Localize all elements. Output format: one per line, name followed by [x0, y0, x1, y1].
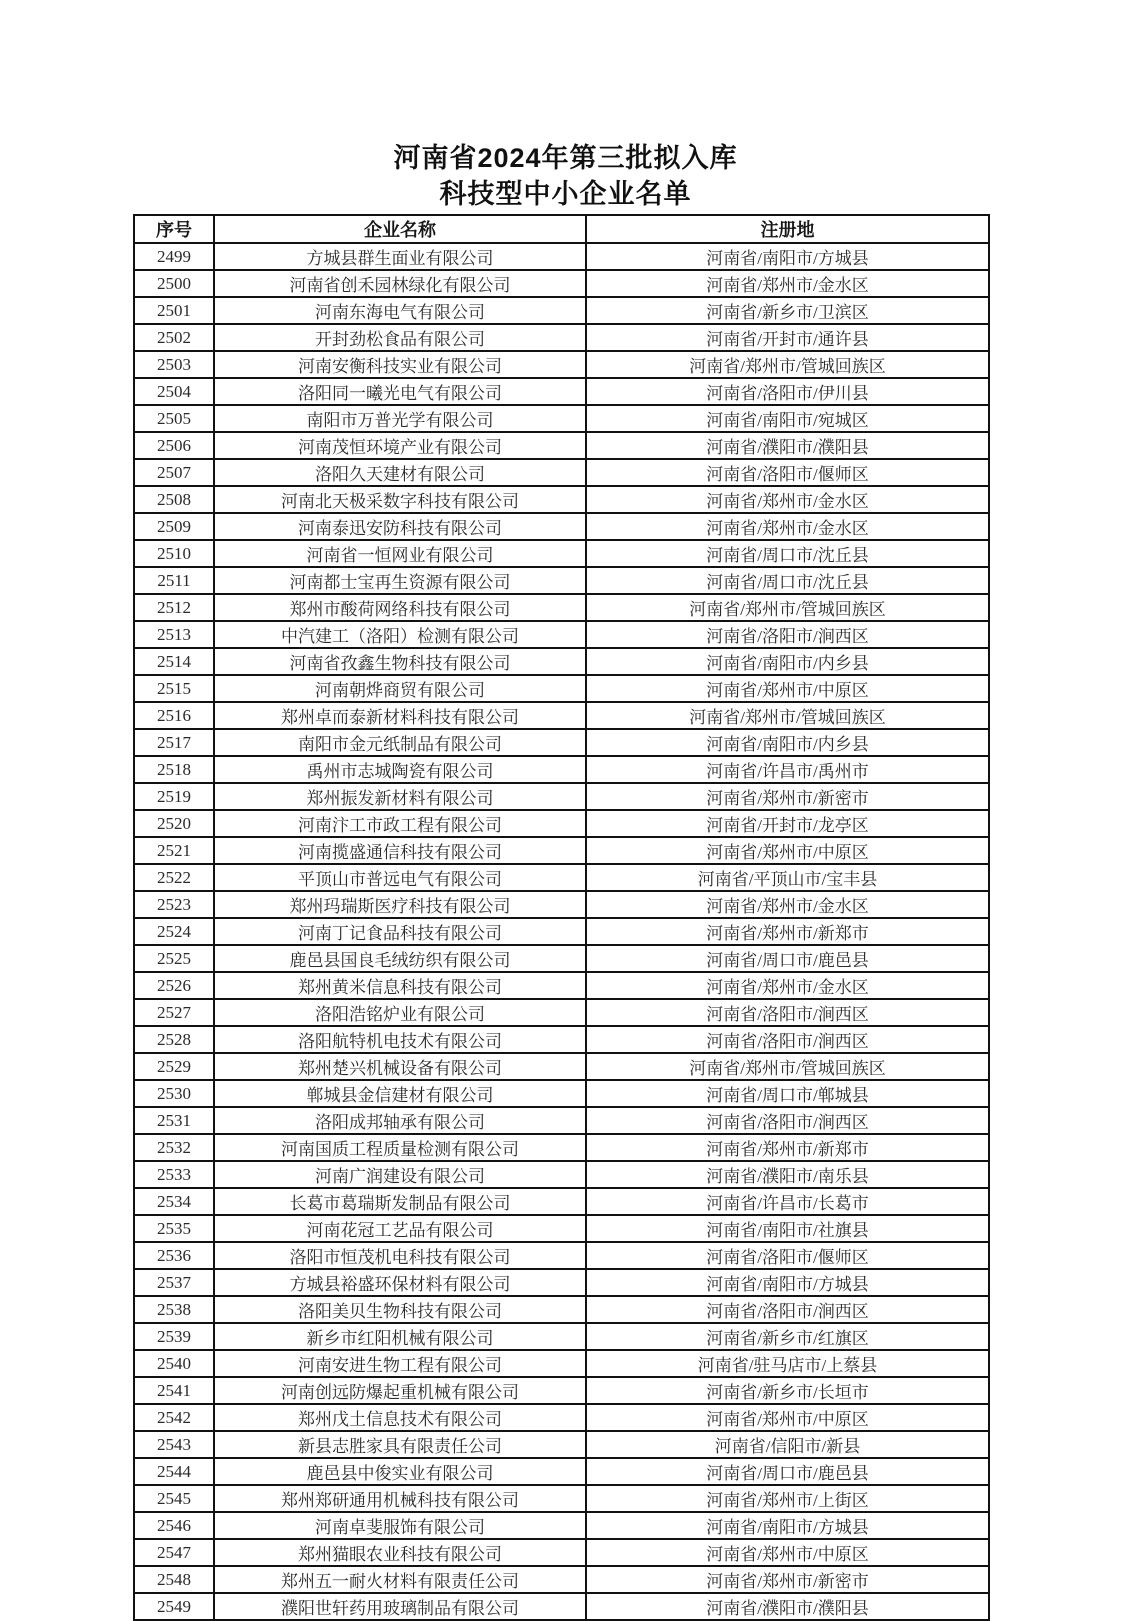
row-company-name: 郑州楚兴机械设备有限公司 [214, 1053, 586, 1080]
table-row [134, 243, 989, 270]
row-company-name: 方城县群生面业有限公司 [214, 243, 586, 270]
company-table-body [134, 243, 989, 1620]
row-region: 河南省/郑州市/中原区 [586, 675, 989, 702]
row-region: 河南省/新乡市/红旗区 [586, 1323, 989, 1350]
row-region: 河南省/郑州市/管城回族区 [586, 1053, 989, 1080]
row-company-name: 郑州五一耐火材料有限责任公司 [214, 1566, 586, 1593]
row-seq: 2523 [134, 891, 214, 918]
row-company-name: 开封劲松食品有限公司 [214, 324, 586, 351]
table-row [134, 1080, 989, 1107]
row-company-name: 南阳市金元纸制品有限公司 [214, 729, 586, 756]
row-region: 河南省/开封市/通许县 [586, 324, 989, 351]
table-row [134, 1404, 989, 1431]
table-row [134, 1566, 989, 1593]
row-seq: 2548 [134, 1566, 214, 1593]
row-company-name: 鹿邑县中俊实业有限公司 [214, 1458, 586, 1485]
table-row [134, 729, 989, 756]
row-company-name: 洛阳成邦轴承有限公司 [214, 1107, 586, 1134]
row-company-name: 郑州黄米信息科技有限公司 [214, 972, 586, 999]
row-region: 河南省/郑州市/新密市 [586, 1566, 989, 1593]
row-region: 河南省/南阳市/内乡县 [586, 729, 989, 756]
row-seq: 2519 [134, 783, 214, 810]
row-seq: 2514 [134, 648, 214, 675]
row-region: 河南省/郑州市/中原区 [586, 1404, 989, 1431]
row-company-name: 河南省孜鑫生物科技有限公司 [214, 648, 586, 675]
row-seq: 2513 [134, 621, 214, 648]
table-row [134, 1485, 989, 1512]
row-seq: 2521 [134, 837, 214, 864]
table-row [134, 1539, 989, 1566]
row-company-name: 郑州市酸荷网络科技有限公司 [214, 594, 586, 621]
table-row [134, 378, 989, 405]
table-row [134, 945, 989, 972]
company-table [133, 214, 990, 1621]
table-row [134, 1350, 989, 1377]
row-region: 河南省/洛阳市/涧西区 [586, 1296, 989, 1323]
row-company-name: 长葛市葛瑞斯发制品有限公司 [214, 1188, 586, 1215]
header-seq: 序号 [134, 215, 214, 243]
row-region: 河南省/洛阳市/涧西区 [586, 1107, 989, 1134]
row-company-name: 郑州玛瑞斯医疗科技有限公司 [214, 891, 586, 918]
row-seq: 2500 [134, 270, 214, 297]
table-row [134, 1161, 989, 1188]
row-region: 河南省/新乡市/卫滨区 [586, 297, 989, 324]
table-row [134, 1188, 989, 1215]
table-row [134, 540, 989, 567]
row-seq: 2508 [134, 486, 214, 513]
table-row [134, 783, 989, 810]
row-region: 河南省/南阳市/方城县 [586, 243, 989, 270]
row-region: 河南省/濮阳市/濮阳县 [586, 1593, 989, 1620]
row-company-name: 郑州卓而泰新材料科技有限公司 [214, 702, 586, 729]
row-company-name: 新乡市红阳机械有限公司 [214, 1323, 586, 1350]
row-seq: 2534 [134, 1188, 214, 1215]
document-title-line1: 河南省2024年第三批拟入库 [393, 143, 738, 173]
row-region: 河南省/郑州市/上街区 [586, 1485, 989, 1512]
row-seq: 2531 [134, 1107, 214, 1134]
row-seq: 2547 [134, 1539, 214, 1566]
row-company-name: 鹿邑县国良毛绒纺织有限公司 [214, 945, 586, 972]
row-region: 河南省/濮阳市/濮阳县 [586, 432, 989, 459]
row-region: 河南省/郑州市/中原区 [586, 837, 989, 864]
row-region: 河南省/洛阳市/涧西区 [586, 999, 989, 1026]
row-region: 河南省/郑州市/管城回族区 [586, 702, 989, 729]
table-row [134, 486, 989, 513]
row-company-name: 河南花冠工艺品有限公司 [214, 1215, 586, 1242]
row-company-name: 洛阳久天建材有限公司 [214, 459, 586, 486]
row-company-name: 南阳市万普光学有限公司 [214, 405, 586, 432]
row-seq: 2539 [134, 1323, 214, 1350]
table-row [134, 1134, 989, 1161]
row-region: 河南省/郑州市/金水区 [586, 270, 989, 297]
row-seq: 2502 [134, 324, 214, 351]
table-row [134, 405, 989, 432]
row-seq: 2506 [134, 432, 214, 459]
table-row [134, 972, 989, 999]
row-company-name: 河南东海电气有限公司 [214, 297, 586, 324]
table-row [134, 1107, 989, 1134]
table-row [134, 1269, 989, 1296]
row-seq: 2535 [134, 1215, 214, 1242]
row-region: 河南省/许昌市/长葛市 [586, 1188, 989, 1215]
row-seq: 2504 [134, 378, 214, 405]
row-company-name: 河南国质工程质量检测有限公司 [214, 1134, 586, 1161]
row-seq: 2522 [134, 864, 214, 891]
row-region: 河南省/周口市/沈丘县 [586, 567, 989, 594]
row-region: 河南省/郑州市/新郑市 [586, 918, 989, 945]
row-region: 河南省/郑州市/金水区 [586, 972, 989, 999]
row-company-name: 洛阳同一曦光电气有限公司 [214, 378, 586, 405]
table-row [134, 324, 989, 351]
table-row [134, 351, 989, 378]
table-row [134, 648, 989, 675]
row-company-name: 濮阳世轩药用玻璃制品有限公司 [214, 1593, 586, 1620]
table-row [134, 1512, 989, 1539]
row-company-name: 河南省创禾园林绿化有限公司 [214, 270, 586, 297]
row-seq: 2532 [134, 1134, 214, 1161]
row-region: 河南省/郑州市/管城回族区 [586, 594, 989, 621]
row-region: 河南省/南阳市/方城县 [586, 1512, 989, 1539]
row-seq: 2533 [134, 1161, 214, 1188]
row-company-name: 河南揽盛通信科技有限公司 [214, 837, 586, 864]
row-company-name: 郑州振发新材料有限公司 [214, 783, 586, 810]
row-company-name: 郑州戊土信息技术有限公司 [214, 1404, 586, 1431]
table-row [134, 270, 989, 297]
row-region: 河南省/洛阳市/偃师区 [586, 1242, 989, 1269]
document-title [0, 140, 1131, 212]
table-row [134, 1323, 989, 1350]
table-row [134, 864, 989, 891]
table-header-row [134, 215, 989, 243]
row-region: 河南省/开封市/龙亭区 [586, 810, 989, 837]
table-row [134, 432, 989, 459]
row-company-name: 新县志胜家具有限责任公司 [214, 1431, 586, 1458]
table-row [134, 756, 989, 783]
document-title-line2: 科技型中小企业名单 [439, 179, 692, 209]
row-seq: 2543 [134, 1431, 214, 1458]
table-row [134, 675, 989, 702]
row-region: 河南省/南阳市/社旗县 [586, 1215, 989, 1242]
row-company-name: 河南安衡科技实业有限公司 [214, 351, 586, 378]
row-seq: 2509 [134, 513, 214, 540]
table-row [134, 1431, 989, 1458]
row-region: 河南省/郑州市/新郑市 [586, 1134, 989, 1161]
row-seq: 2503 [134, 351, 214, 378]
row-region: 河南省/信阳市/新县 [586, 1431, 989, 1458]
row-region: 河南省/平顶山市/宝丰县 [586, 864, 989, 891]
row-company-name: 洛阳市恒茂机电科技有限公司 [214, 1242, 586, 1269]
row-company-name: 河南创远防爆起重机械有限公司 [214, 1377, 586, 1404]
row-region: 河南省/洛阳市/涧西区 [586, 621, 989, 648]
table-row [134, 297, 989, 324]
table-row [134, 918, 989, 945]
row-region: 河南省/新乡市/长垣市 [586, 1377, 989, 1404]
table-row [134, 1215, 989, 1242]
row-seq: 2544 [134, 1458, 214, 1485]
row-region: 河南省/濮阳市/南乐县 [586, 1161, 989, 1188]
row-region: 河南省/郑州市/金水区 [586, 486, 989, 513]
row-company-name: 河南泰迅安防科技有限公司 [214, 513, 586, 540]
row-seq: 2528 [134, 1026, 214, 1053]
row-company-name: 河南茂恒环境产业有限公司 [214, 432, 586, 459]
table-row [134, 1053, 989, 1080]
row-seq: 2549 [134, 1593, 214, 1620]
row-region: 河南省/周口市/沈丘县 [586, 540, 989, 567]
row-region: 河南省/驻马店市/上蔡县 [586, 1350, 989, 1377]
row-seq: 2515 [134, 675, 214, 702]
row-company-name: 河南丁记食品科技有限公司 [214, 918, 586, 945]
row-company-name: 河南北天极采数字科技有限公司 [214, 486, 586, 513]
table-row [134, 1458, 989, 1485]
row-company-name: 禹州市志城陶瓷有限公司 [214, 756, 586, 783]
row-seq: 2511 [134, 567, 214, 594]
table-row [134, 810, 989, 837]
row-company-name: 河南广润建设有限公司 [214, 1161, 586, 1188]
row-seq: 2545 [134, 1485, 214, 1512]
table-row [134, 837, 989, 864]
row-seq: 2505 [134, 405, 214, 432]
row-region: 河南省/周口市/鹿邑县 [586, 945, 989, 972]
table-row [134, 621, 989, 648]
row-seq: 2525 [134, 945, 214, 972]
row-company-name: 河南省一恒网业有限公司 [214, 540, 586, 567]
row-region: 河南省/郑州市/金水区 [586, 513, 989, 540]
row-seq: 2538 [134, 1296, 214, 1323]
row-company-name: 河南朝烨商贸有限公司 [214, 675, 586, 702]
row-company-name: 中汽建工（洛阳）检测有限公司 [214, 621, 586, 648]
table-row [134, 1242, 989, 1269]
row-seq: 2541 [134, 1377, 214, 1404]
row-company-name: 方城县裕盛环保材料有限公司 [214, 1269, 586, 1296]
row-seq: 2507 [134, 459, 214, 486]
row-seq: 2537 [134, 1269, 214, 1296]
table-row [134, 594, 989, 621]
row-region: 河南省/郑州市/中原区 [586, 1539, 989, 1566]
header-region: 注册地 [586, 215, 989, 243]
table-row [134, 567, 989, 594]
row-region: 河南省/郑州市/新密市 [586, 783, 989, 810]
header-company-name: 企业名称 [214, 215, 586, 243]
row-seq: 2526 [134, 972, 214, 999]
table-row [134, 1026, 989, 1053]
row-region: 河南省/洛阳市/偃师区 [586, 459, 989, 486]
row-seq: 2516 [134, 702, 214, 729]
row-company-name: 洛阳美贝生物科技有限公司 [214, 1296, 586, 1323]
row-seq: 2517 [134, 729, 214, 756]
row-company-name: 郑州猫眼农业科技有限公司 [214, 1539, 586, 1566]
row-seq: 2499 [134, 243, 214, 270]
row-company-name: 洛阳浩铭炉业有限公司 [214, 999, 586, 1026]
row-company-name: 河南安进生物工程有限公司 [214, 1350, 586, 1377]
row-region: 河南省/南阳市/内乡县 [586, 648, 989, 675]
row-region: 河南省/南阳市/方城县 [586, 1269, 989, 1296]
row-region: 河南省/周口市/鹿邑县 [586, 1458, 989, 1485]
row-seq: 2529 [134, 1053, 214, 1080]
table-row [134, 1377, 989, 1404]
row-seq: 2530 [134, 1080, 214, 1107]
row-company-name: 河南卓斐服饰有限公司 [214, 1512, 586, 1539]
row-region: 河南省/洛阳市/伊川县 [586, 378, 989, 405]
row-region: 河南省/郑州市/金水区 [586, 891, 989, 918]
row-seq: 2527 [134, 999, 214, 1026]
row-seq: 2501 [134, 297, 214, 324]
table-row [134, 891, 989, 918]
row-region: 河南省/南阳市/宛城区 [586, 405, 989, 432]
table-row [134, 459, 989, 486]
row-region: 河南省/许昌市/禹州市 [586, 756, 989, 783]
row-seq: 2524 [134, 918, 214, 945]
row-company-name: 郸城县金信建材有限公司 [214, 1080, 586, 1107]
row-seq: 2510 [134, 540, 214, 567]
row-seq: 2518 [134, 756, 214, 783]
table-row [134, 513, 989, 540]
row-company-name: 河南汴工市政工程有限公司 [214, 810, 586, 837]
row-company-name: 河南都士宝再生资源有限公司 [214, 567, 586, 594]
row-region: 河南省/洛阳市/涧西区 [586, 1026, 989, 1053]
table-row [134, 999, 989, 1026]
table-row [134, 702, 989, 729]
row-seq: 2512 [134, 594, 214, 621]
row-seq: 2542 [134, 1404, 214, 1431]
table-row [134, 1593, 989, 1620]
row-seq: 2546 [134, 1512, 214, 1539]
row-seq: 2540 [134, 1350, 214, 1377]
row-seq: 2520 [134, 810, 214, 837]
row-seq: 2536 [134, 1242, 214, 1269]
table-row [134, 1296, 989, 1323]
row-company-name: 平顶山市普远电气有限公司 [214, 864, 586, 891]
row-company-name: 洛阳航特机电技术有限公司 [214, 1026, 586, 1053]
row-region: 河南省/郑州市/管城回族区 [586, 351, 989, 378]
row-region: 河南省/周口市/郸城县 [586, 1080, 989, 1107]
row-company-name: 郑州郑研通用机械科技有限公司 [214, 1485, 586, 1512]
